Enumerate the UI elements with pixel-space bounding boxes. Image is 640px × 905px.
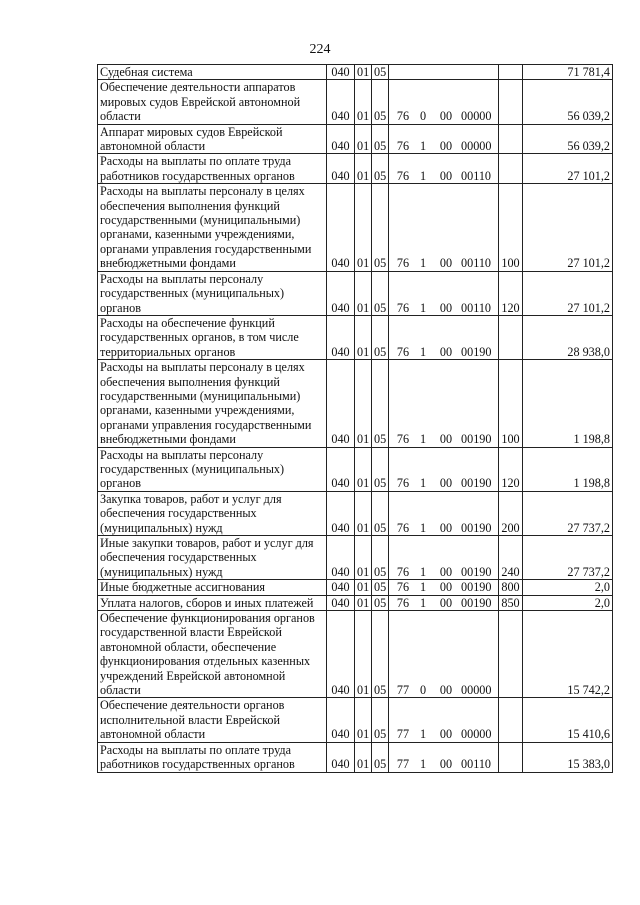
main-activity-code: 00 <box>439 168 453 183</box>
admin-code: 040 <box>327 698 355 742</box>
main-activity-code: 00 <box>439 139 453 154</box>
main-activity-code: 00 <box>439 256 453 271</box>
target-article-code <box>389 271 499 315</box>
program-code: 76 <box>396 432 410 447</box>
amount: 2,0 <box>523 580 613 595</box>
expense-name: Расходы на выплаты персоналу в целях обеспечения выполнения функций государственными (муниципальными) органами, казенными учреждениями, органами управления государственными внебюджетными фондами <box>98 184 327 271</box>
expense-type-code: 120 <box>499 447 523 491</box>
direction-code: 00190 <box>461 520 492 535</box>
program-code: 76 <box>396 580 410 595</box>
main-activity-code: 00 <box>439 476 453 491</box>
section-code: 01 <box>355 447 372 491</box>
subprogram-code: 1 <box>419 300 427 315</box>
main-activity-code: 00 <box>439 300 453 315</box>
amount: 27 101,2 <box>523 154 613 184</box>
amount: 15 383,0 <box>523 742 613 772</box>
subsection-code: 05 <box>372 611 389 698</box>
program-code: 76 <box>396 476 410 491</box>
amount: 28 938,0 <box>523 315 613 359</box>
section-code: 01 <box>355 65 372 80</box>
amount: 1 198,8 <box>523 447 613 491</box>
table-row <box>98 124 613 154</box>
expense-type-code: 100 <box>499 360 523 447</box>
table-row <box>98 360 613 447</box>
direction-code: 00190 <box>461 432 492 447</box>
table-row <box>98 595 613 610</box>
section-code: 01 <box>355 491 372 535</box>
expense-type-code: 120 <box>499 271 523 315</box>
section-code: 01 <box>355 271 372 315</box>
admin-code: 040 <box>327 154 355 184</box>
expense-name: Закупка товаров, работ и услуг для обеспечения государственных (муниципальных) нужд <box>98 491 327 535</box>
expense-type-code <box>499 154 523 184</box>
subprogram-code: 1 <box>419 476 427 491</box>
expense-type-code <box>499 742 523 772</box>
direction-code: 00190 <box>461 580 492 595</box>
subprogram-code: 0 <box>419 683 427 698</box>
target-article-code <box>389 580 499 595</box>
section-code: 01 <box>355 536 372 580</box>
target-article-code <box>389 315 499 359</box>
admin-code: 040 <box>327 491 355 535</box>
target-article-code <box>389 447 499 491</box>
subprogram-code: 1 <box>419 727 427 742</box>
subsection-code: 05 <box>372 154 389 184</box>
subsection-code: 05 <box>372 698 389 742</box>
direction-code: 00000 <box>461 683 492 698</box>
subprogram-code: 1 <box>419 256 427 271</box>
admin-code: 040 <box>327 742 355 772</box>
subprogram-code: 1 <box>419 757 427 772</box>
direction-code: 00000 <box>461 109 492 124</box>
expense-type-code <box>499 65 523 80</box>
subsection-code: 05 <box>372 491 389 535</box>
direction-code: 00190 <box>461 344 492 359</box>
subprogram-code: 1 <box>419 432 427 447</box>
target-article-code <box>389 611 499 698</box>
admin-code: 040 <box>327 595 355 610</box>
subsection-code: 05 <box>372 315 389 359</box>
subsection-code: 05 <box>372 360 389 447</box>
table-row <box>98 491 613 535</box>
direction-code: 00110 <box>461 168 492 183</box>
amount: 27 101,2 <box>523 271 613 315</box>
subprogram-code: 0 <box>419 109 427 124</box>
main-activity-code: 00 <box>439 564 453 579</box>
program-code: 76 <box>396 344 410 359</box>
admin-code: 040 <box>327 360 355 447</box>
subsection-code: 05 <box>372 536 389 580</box>
admin-code: 040 <box>327 271 355 315</box>
expense-name: Расходы на выплаты персоналу в целях обеспечения выполнения функций государственными (муниципальными) органами, казенными учреждениями, органами управления государственными внебюджетными фондами <box>98 360 327 447</box>
section-code: 01 <box>355 80 372 124</box>
target-article-code <box>389 124 499 154</box>
table-row <box>98 184 613 271</box>
target-article-code <box>389 154 499 184</box>
program-code: 76 <box>396 564 410 579</box>
table-row <box>98 315 613 359</box>
amount: 27 737,2 <box>523 536 613 580</box>
direction-code: 00190 <box>461 595 492 610</box>
program-code: 76 <box>396 109 410 124</box>
target-article-code <box>389 184 499 271</box>
amount: 56 039,2 <box>523 124 613 154</box>
program-code: 77 <box>396 683 410 698</box>
page-number: 224 <box>309 42 331 57</box>
admin-code: 040 <box>327 65 355 80</box>
subprogram-code: 1 <box>419 564 427 579</box>
table-row <box>98 447 613 491</box>
expense-name: Расходы на выплаты персоналу государственных (муниципальных) органов <box>98 271 327 315</box>
program-code: 76 <box>396 595 410 610</box>
expense-name: Аппарат мировых судов Еврейской автономной области <box>98 124 327 154</box>
amount: 1 198,8 <box>523 360 613 447</box>
subsection-code: 05 <box>372 447 389 491</box>
amount: 15 742,2 <box>523 611 613 698</box>
expense-type-code: 850 <box>499 595 523 610</box>
direction-code: 00000 <box>461 139 492 154</box>
admin-code: 040 <box>327 124 355 154</box>
main-activity-code: 00 <box>439 520 453 535</box>
admin-code: 040 <box>327 80 355 124</box>
expense-type-code: 200 <box>499 491 523 535</box>
program-code: 76 <box>396 300 410 315</box>
expense-name: Иные закупки товаров, работ и услуг для обеспечения государственных (муниципальных) нужд <box>98 536 327 580</box>
section-code: 01 <box>355 360 372 447</box>
table-row <box>98 80 613 124</box>
amount: 56 039,2 <box>523 80 613 124</box>
subsection-code: 05 <box>372 595 389 610</box>
amount: 27 101,2 <box>523 184 613 271</box>
amount: 2,0 <box>523 595 613 610</box>
expense-name: Обеспечение функционирования органов государственной власти Еврейской автономной области, обеспечение функционирования отдельных казенных учреждений Еврейской автономной области <box>98 611 327 698</box>
amount: 27 737,2 <box>523 491 613 535</box>
table-row <box>98 611 613 698</box>
expense-name: Расходы на выплаты по оплате труда работников государственных органов <box>98 154 327 184</box>
subprogram-code: 1 <box>419 595 427 610</box>
main-activity-code: 00 <box>439 432 453 447</box>
program-code: 77 <box>396 757 410 772</box>
section-code: 01 <box>355 611 372 698</box>
main-activity-code: 00 <box>439 727 453 742</box>
subprogram-code: 1 <box>419 344 427 359</box>
subprogram-code: 1 <box>419 580 427 595</box>
direction-code: 00190 <box>461 564 492 579</box>
expense-type-code <box>499 80 523 124</box>
direction-code: 00110 <box>461 256 492 271</box>
expense-type-code <box>499 315 523 359</box>
main-activity-code: 00 <box>439 683 453 698</box>
direction-code: 00190 <box>461 476 492 491</box>
target-article-code <box>389 360 499 447</box>
subsection-code: 05 <box>372 271 389 315</box>
admin-code: 040 <box>327 447 355 491</box>
section-code: 01 <box>355 742 372 772</box>
subsection-code: 05 <box>372 742 389 772</box>
table-row <box>98 580 613 595</box>
target-article-code <box>389 80 499 124</box>
direction-code: 00110 <box>461 757 492 772</box>
subprogram-code: 1 <box>419 168 427 183</box>
expense-type-code <box>499 124 523 154</box>
main-activity-code: 00 <box>439 757 453 772</box>
table-row <box>98 271 613 315</box>
section-code: 01 <box>355 698 372 742</box>
direction-code: 00110 <box>461 300 492 315</box>
subprogram-code: 1 <box>419 520 427 535</box>
program-code: 77 <box>396 727 410 742</box>
expense-type-code <box>499 611 523 698</box>
program-code: 76 <box>396 139 410 154</box>
target-article-code <box>389 491 499 535</box>
table-row <box>98 742 613 772</box>
table-row <box>98 698 613 742</box>
subsection-code: 05 <box>372 65 389 80</box>
expense-name: Судебная система <box>98 65 327 80</box>
subsection-code: 05 <box>372 580 389 595</box>
section-code: 01 <box>355 124 372 154</box>
expense-name: Расходы на обеспечение функций государственных органов, в том числе территориальных органов <box>98 315 327 359</box>
subprogram-code: 1 <box>419 139 427 154</box>
target-article-code <box>389 536 499 580</box>
main-activity-code: 00 <box>439 595 453 610</box>
program-code: 76 <box>396 168 410 183</box>
main-activity-code: 00 <box>439 580 453 595</box>
subsection-code: 05 <box>372 124 389 154</box>
main-activity-code: 00 <box>439 109 453 124</box>
target-article-code <box>389 65 499 80</box>
section-code: 01 <box>355 580 372 595</box>
admin-code: 040 <box>327 315 355 359</box>
subsection-code: 05 <box>372 80 389 124</box>
admin-code: 040 <box>327 536 355 580</box>
direction-code: 00000 <box>461 727 492 742</box>
admin-code: 040 <box>327 580 355 595</box>
admin-code: 040 <box>327 184 355 271</box>
section-code: 01 <box>355 184 372 271</box>
section-code: 01 <box>355 315 372 359</box>
program-code: 76 <box>396 520 410 535</box>
section-code: 01 <box>355 154 372 184</box>
expense-name: Иные бюджетные ассигнования <box>98 580 327 595</box>
section-code: 01 <box>355 595 372 610</box>
expense-type-code: 240 <box>499 536 523 580</box>
expense-name: Обеспечение деятельности аппаратов мировых судов Еврейской автономной области <box>98 80 327 124</box>
expense-name: Расходы на выплаты персоналу государственных (муниципальных) органов <box>98 447 327 491</box>
main-activity-code: 00 <box>439 344 453 359</box>
expense-type-code: 800 <box>499 580 523 595</box>
target-article-code <box>389 595 499 610</box>
expense-type-code <box>499 698 523 742</box>
target-article-code <box>389 742 499 772</box>
expense-name: Обеспечение деятельности органов исполнительной власти Еврейской автономной области <box>98 698 327 742</box>
amount: 71 781,4 <box>523 65 613 80</box>
expense-name: Уплата налогов, сборов и иных платежей <box>98 595 327 610</box>
table-row <box>98 536 613 580</box>
expense-type-code: 100 <box>499 184 523 271</box>
program-code: 76 <box>396 256 410 271</box>
table-row <box>98 154 613 184</box>
expense-name: Расходы на выплаты по оплате труда работников государственных органов <box>98 742 327 772</box>
admin-code: 040 <box>327 611 355 698</box>
table-row <box>98 65 613 80</box>
target-article-code <box>389 698 499 742</box>
subsection-code: 05 <box>372 184 389 271</box>
budget-table <box>97 64 613 773</box>
amount: 15 410,6 <box>523 698 613 742</box>
